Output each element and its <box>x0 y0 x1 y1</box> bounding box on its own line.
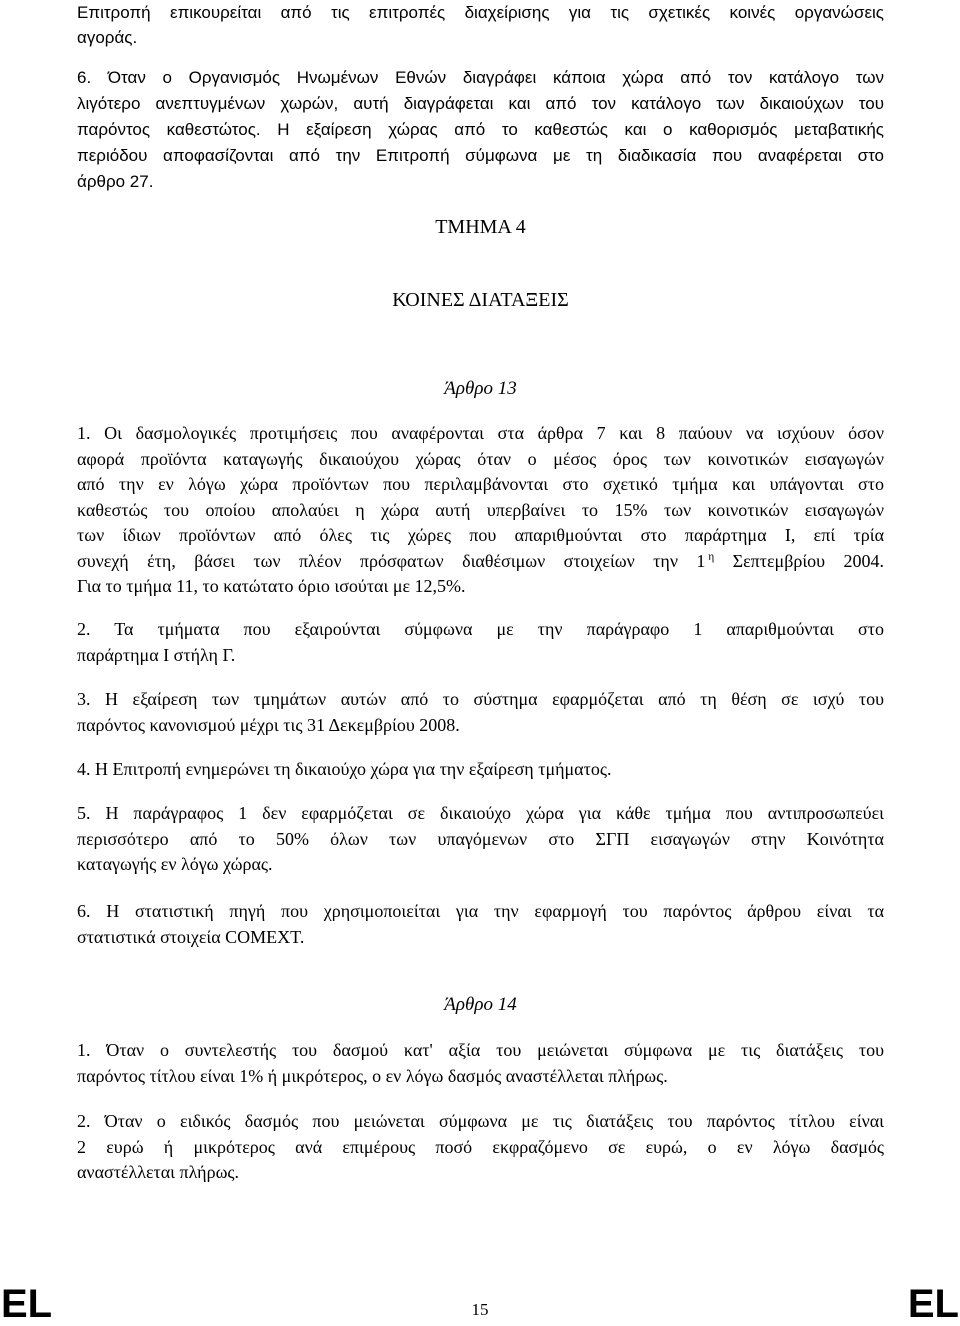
article-13-paragraph-5 <box>77 801 884 878</box>
paragraph-committee-assistance <box>77 0 884 50</box>
article-13-heading: Άρθρο 13 <box>444 378 517 399</box>
section-title-heading: ΚΟΙΝΕΣ ΔΙΑΤΑΞΕΙΣ <box>392 289 569 311</box>
text-line: των ίδιων προϊόντων από όλες τις χώρες που απαριθμούνται στο παράρτημα Ι, επί τρία <box>77 525 884 545</box>
text-segment: συνεχή έτη, βάσει των πλέον πρόσφατων διαθέσιμων στοιχείων την 1 <box>77 550 706 571</box>
article-13-paragraph-6 <box>77 899 884 950</box>
text-line: αγοράς. <box>77 28 138 47</box>
text-line: 6. Όταν ο Οργανισμός Ηνωμένων Εθνών διαγράφει κάποια χώρα από τον κατάλογο των <box>77 68 884 87</box>
footer-language-code-left: EL <box>1 1282 53 1326</box>
text-line: αφορά προϊόντα καταγωγής δικαιούχου χώρας όταν ο μέσος όρος των κοινοτικών εισαγωγών <box>77 448 884 469</box>
text-line: άρθρο 27. <box>77 172 154 191</box>
article-14-paragraph-1 <box>77 1038 884 1089</box>
page-number: 15 <box>471 1300 489 1319</box>
text-line: 1. Οι δασμολογικές προτιμήσεις που αναφέρονται στα άρθρα 7 και 8 παύουν να ισχύουν όσον <box>77 423 884 443</box>
text-line: περισσότερο από το 50% όλων των υπαγόμενων στο ΣΓΠ εισαγωγών στην Κοινότητα <box>77 828 884 849</box>
text-segment: Σεπτεμβρίου 2004. <box>714 550 884 571</box>
article-13-paragraph-3 <box>77 687 884 738</box>
article-13-paragraph-1 <box>77 421 884 600</box>
text-line: Επιτροπή επικουρείται από τις επιτροπές διαχείρισης για τις σχετικές κοινές οργανώσεις <box>77 3 884 22</box>
text-line: 5. Η παράγραφος 1 δεν εφαρμόζεται σε δικαιούχο χώρα για κάθε τμήμα που αντιπροσωπεύει <box>77 803 884 823</box>
text-line: 3. Η εξαίρεση των τμημάτων αυτών από το σύστημα εφαρμόζεται από τη θέση σε ισχύ του <box>77 689 884 709</box>
text-line: 4. Η Επιτροπή ενημερώνει τη δικαιούχο χώρα για την εξαίρεση τμήματος. <box>77 759 612 779</box>
text-line: αναστέλλεται πλήρως. <box>77 1162 240 1182</box>
text-line: στατιστικά στοιχεία COMEXT. <box>77 926 305 947</box>
text-line: παρόντος τίτλου είναι 1% ή μικρότερος, ο εν λόγω δασμός αναστέλλεται πλήρως. <box>77 1065 668 1086</box>
section-number-heading: ΤΜΗΜΑ 4 <box>435 216 526 238</box>
text-line: 2. Όταν ο ειδικός δασμός που μειώνεται σύμφωνα με τις διατάξεις του παρόντος τίτλου είναι <box>77 1111 884 1131</box>
ordinal-superscript: η <box>708 550 715 563</box>
text-line: από την εν λόγω χώρα προϊόντων που περιλαμβάνονται στο σχετικό τμήμα και υπάγονται στο <box>77 474 884 494</box>
article-14-heading: Άρθρο 14 <box>444 994 517 1015</box>
text-line: καταγωγής εν λόγω χώρας. <box>77 854 273 874</box>
text-line: καθεστώς του οποίου απολαύει η χώρα αυτή υπερβαίνει το 15% των κοινοτικών εισαγωγών <box>77 499 884 520</box>
text-line: λιγότερο ανεπτυγμένων χωρών, αυτή διαγράφεται και από τον κατάλογο των δικαιούχων του <box>77 94 884 113</box>
text-line: 2 ευρώ ή μικρότερος ανά επιμέρους ποσό εκφραζόμενο σε ευρώ, ο εν λόγω δασμός <box>77 1136 884 1157</box>
text-line: παράρτημα Ι στήλη Γ. <box>77 644 236 665</box>
article-13-paragraph-2 <box>77 617 884 668</box>
article-14-paragraph-2 <box>77 1109 884 1186</box>
text-line: 2. Τα τμήματα που εξαιρούνται σύμφωνα με την παράγραφο 1 απαριθμούνται στο <box>77 619 884 639</box>
text-line: παρόντος κανονισμού μέχρι τις 31 Δεκεμβρίου 2008. <box>77 714 460 735</box>
paragraph-6-un-removal <box>77 65 884 195</box>
article-13-paragraph-4 <box>77 757 884 783</box>
text-line: Για το τμήμα 11, το κατώτατο όριο ισούται με 12,5%. <box>77 576 466 596</box>
footer-language-code-right: EL <box>907 1282 959 1326</box>
text-line: 6. Η στατιστική πηγή που χρησιμοποιείται για την εφαρμογή του παρόντος άρθρου είναι τα <box>77 901 884 921</box>
text-line: παρόντος καθεστώτος. Η εξαίρεση χώρας από το καθεστώς και ο καθορισμός μεταβατικής <box>77 120 884 139</box>
text-line <box>77 549 884 575</box>
text-line: περιόδου αποφασίζονται από την Επιτροπή σύμφωνα με τη διαδικασία που αναφέρεται στο <box>77 146 884 165</box>
text-line: 1. Όταν ο συντελεστής του δασμού κατ' αξία του μειώνεται σύμφωνα με τις διατάξεις του <box>77 1040 884 1060</box>
